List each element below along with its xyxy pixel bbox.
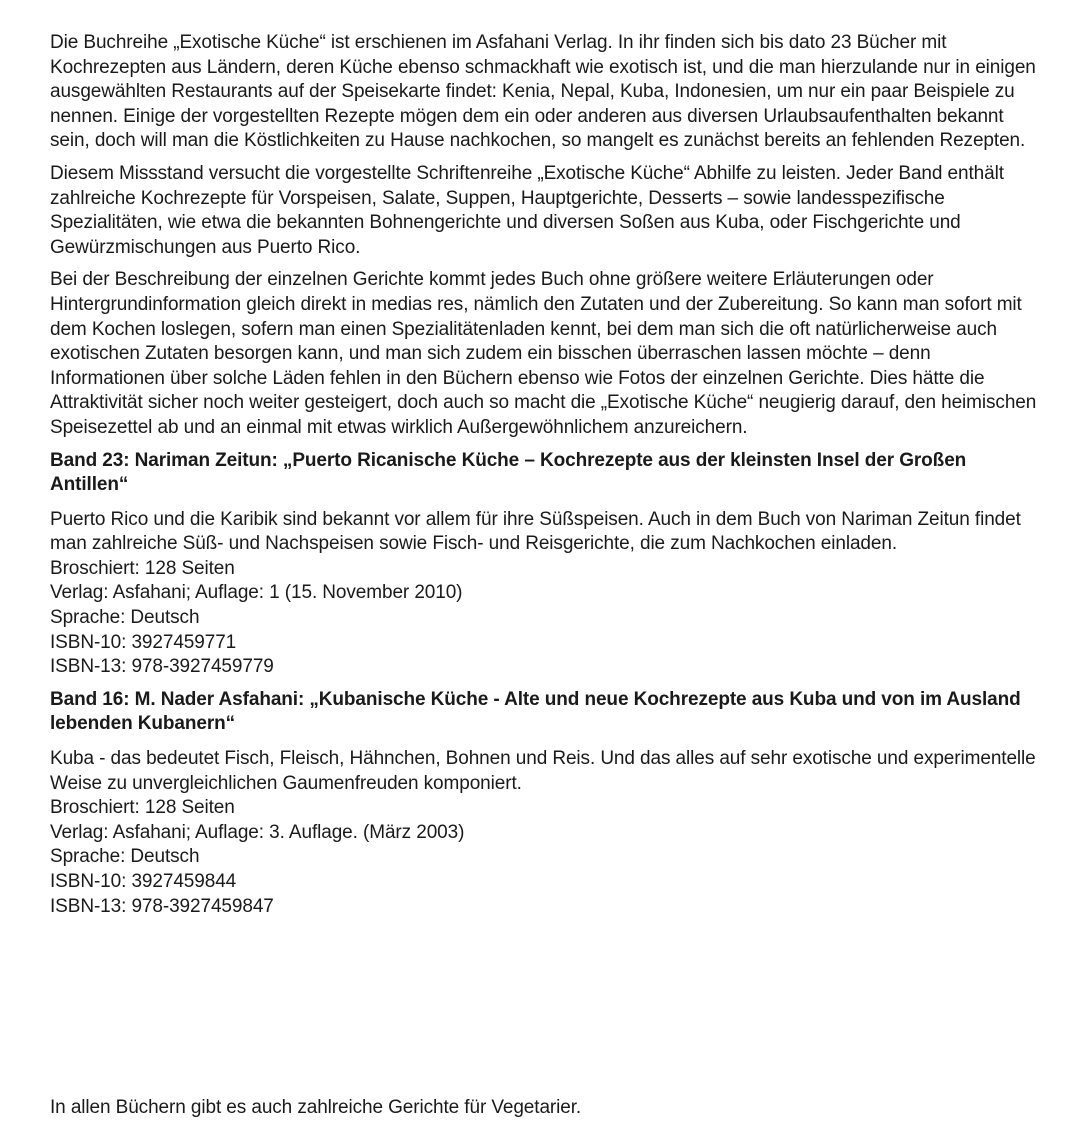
book-binding: Broschiert: 128 Seiten (50, 797, 235, 819)
book-heading: Band 16: M. Nader Asfahani: „Kubanische Küche - Alte und neue Kochrezepte aus Kuba und von im Ausland lebenden Kubanern“ (50, 688, 1021, 735)
book-details (50, 508, 1040, 680)
book-publisher: Verlag: Asfahani; Auflage: 3. Auflage. (März 2003) (50, 821, 465, 843)
intro-paragraph-2: Diesem Missstand versucht die vorgestellte Schriftenreihe „Exotische Küche“ Abhilfe zu leisten. Jeder Band enthält zahlreiche Kochrezepte für Vorspeisen, Salate, Suppen, Hauptgerichte, Desserts – sowie landesspezifische Spezialitäten, wie etwa die bekannten Bohnengerichte und diversen Soßen aus Kuba, oder Fischgerichte und Gewürzmischungen aus Puerto Rico. (50, 162, 1004, 258)
book-publisher: Verlag: Asfahani; Auflage: 1 (15. November 2010) (50, 582, 463, 604)
book-description: Puerto Rico und die Karibik sind bekannt vor allem für ihre Süßspeisen. Auch in dem Buch von Nariman Zeitun findet man zahlreiche Süß- und Nachspeisen sowie Fisch- und Reisgerichte, die zum Nachkochen einladen. (50, 508, 1021, 555)
intro-paragraph-1: Die Buchreihe „Exotische Küche“ ist erschienen im Asfahani Verlag. In ihr finden sich bis dato 23 Bücher mit Kochrezepten aus Ländern, deren Küche ebenso schmackhaft wie exotisch ist, und die man hierzulande nur in einigen ausgewählten Restaurants auf der Speisekarte findet: Kenia, Nepal, Kuba, Indonesien, um nur ein paar Beispiele zu nennen. Einige der vorgestellten Rezepte mögen dem ein oder anderen aus diversen Urlaubsaufenthalten bekannt sein, doch will man die Köstlichkeiten zu Hause nachkochen, so mangelt es zunächst bereits an fehlenden Rezepten. (50, 32, 1036, 152)
book-heading: Band 23: Nariman Zeitun: „Puerto Ricanische Küche – Kochrezepte aus der kleinsten Insel der Großen Antillen“ (50, 449, 967, 496)
book-isbn10: ISBN-10: 3927459771 (50, 631, 237, 653)
book-entry-band-16 (50, 688, 1040, 919)
intro-paragraph-3: Bei der Beschreibung der einzelnen Gerichte kommt jedes Buch ohne größere weitere Erläuterungen oder Hintergrundinformation gleich direkt in medias res, nämlich den Zutaten und der Zubereitung. So kann man sofort mit dem Kochen loslegen, sofern man einen Spezialitätenladen kennt, bei dem man sich die oft natürlicherweise auch exotischen Zutaten besorgen kann, und man sich zudem ein bisschen überraschen lassen möchte – denn Informationen über solche Läden fehlen in den Büchern ebenso wie Fotos der einzelnen Gerichte. Dies hätte die Attraktivität sicher noch weiter gesteigert, doch auch so macht die „Exotische Küche“ neugierig darauf, den heimischen Speisezettel ab und an einmal mit etwas wirklich Außergewöhnlichem anzureichern. (50, 269, 1037, 438)
book-language: Sprache: Deutsch (50, 607, 200, 629)
book-details (50, 747, 1040, 919)
closing-note: In allen Büchern gibt es auch zahlreiche Gerichte für Vegetarier. (50, 1097, 582, 1118)
book-description: Kuba - das bedeutet Fisch, Fleisch, Hähnchen, Bohnen und Reis. Und das alles auf sehr exotische und experimentelle Weise zu unvergleichlichen Gaumenfreuden komponiert. (50, 748, 1036, 794)
book-binding: Broschiert: 128 Seiten (50, 557, 235, 579)
document-body (50, 31, 1040, 927)
book-language: Sprache: Deutsch (50, 846, 200, 868)
book-isbn10: ISBN-10: 3927459844 (50, 871, 237, 892)
book-entry-band-23 (50, 449, 1040, 680)
book-isbn13: ISBN-13: 978-3927459779 (50, 656, 274, 678)
book-isbn13: ISBN-13: 978-3927459847 (50, 895, 274, 917)
